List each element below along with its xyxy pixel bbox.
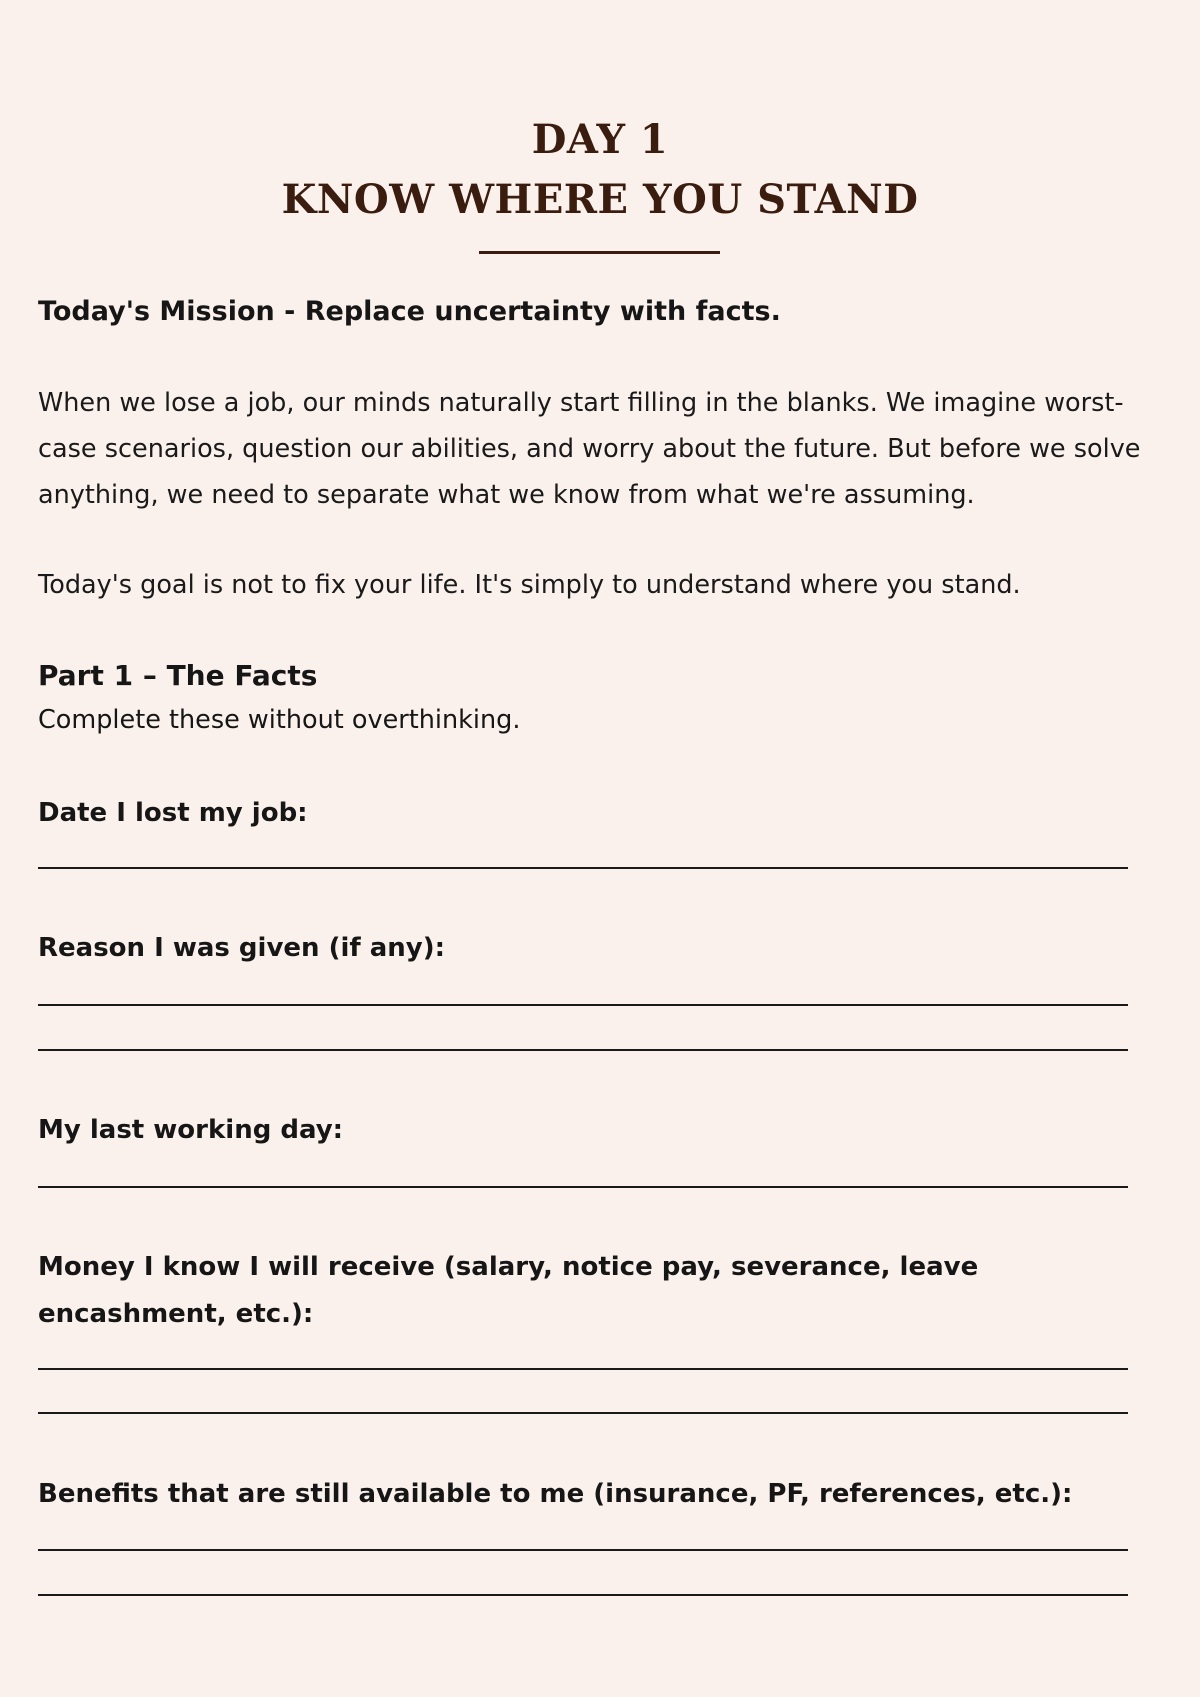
intro-paragraph-2: Today's goal is not to fix your life. It's simply to understand where you stand. — [38, 570, 1021, 600]
answer-line-benefits-1[interactable] — [38, 1549, 1128, 1551]
question-benefits-available: Benefits that are still available to me (insurance, PF, references, etc.): — [38, 1479, 1073, 1509]
answer-line-reason-1[interactable] — [38, 1004, 1128, 1006]
question-money-receive: Money I know I will receive (salary, notice pay, severance, leave encashment, etc.): — [38, 1252, 979, 1329]
answer-line-money-1[interactable] — [38, 1368, 1128, 1370]
mission-statement: Today's Mission - Replace uncertainty with facts. — [38, 296, 781, 327]
part-1-instructions: Complete these without overthinking. — [38, 705, 521, 735]
answer-line-date-lost-job[interactable] — [38, 867, 1128, 869]
intro-paragraph-1: When we lose a job, our minds naturally start filling in the blanks. We imagine worst-case scenarios, question our abilities, and worry about the future. But before we solve anything, we need to separate what we know from what we're assuming. — [38, 388, 1141, 510]
day-heading: DAY 1 — [531, 116, 669, 163]
answer-line-last-working-day[interactable] — [38, 1186, 1128, 1188]
answer-line-reason-2[interactable] — [38, 1049, 1128, 1051]
question-reason-given: Reason I was given (if any): — [38, 933, 446, 963]
question-date-lost-job: Date I lost my job: — [38, 798, 308, 828]
page-title — [0, 110, 1200, 230]
answer-line-money-2[interactable] — [38, 1412, 1128, 1414]
question-last-working-day: My last working day: — [38, 1115, 344, 1145]
title-divider — [479, 251, 720, 254]
answer-line-benefits-2[interactable] — [38, 1594, 1128, 1596]
title-heading: KNOW WHERE YOU STAND — [281, 176, 919, 223]
part-1-heading: Part 1 – The Facts — [38, 659, 318, 692]
